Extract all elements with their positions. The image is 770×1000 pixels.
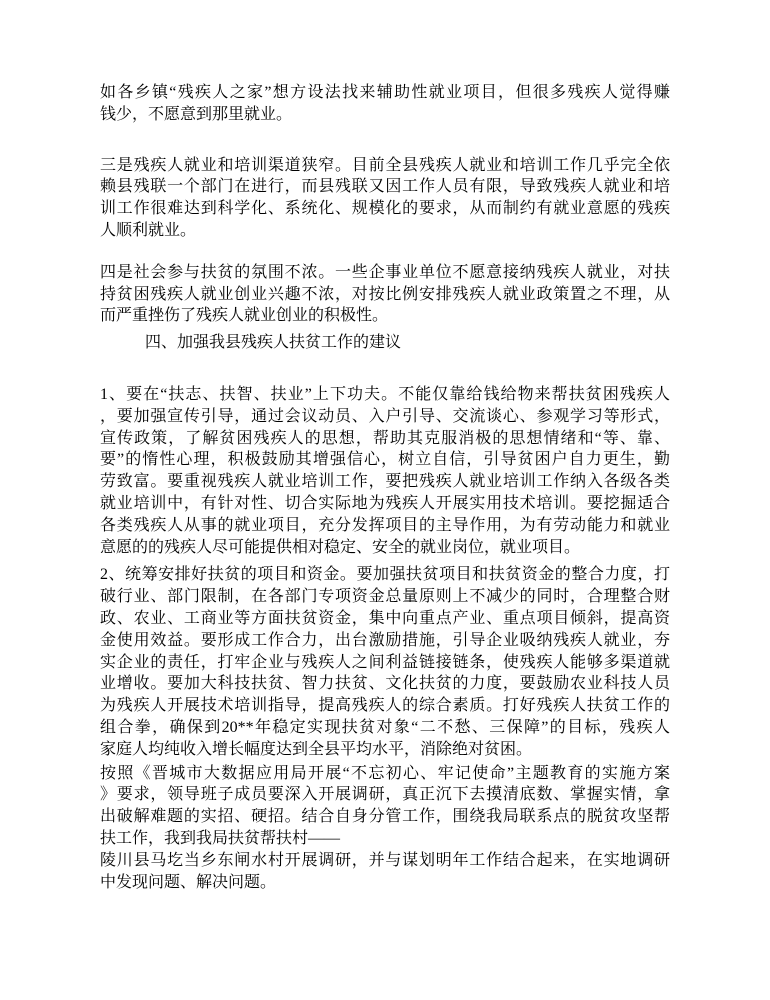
para-three-narrow-channels: [100, 155, 670, 242]
text-line: ，要加强宣传引导，通过会议动员、入户引导、交流谈心、参观学习等形式，: [100, 407, 670, 425]
text-line: 三是残疾人就业和培训渠道狭窄。目前全县残疾人就业和培训工作几乎完全依: [100, 156, 670, 174]
text-line: 破行业、部门限制，在各部门专项资金总量原则上不减少的同时，合理整合财: [100, 588, 670, 606]
text-line: 1、要在“扶志、扶智、扶业”上下功夫。不能仅靠给钱给物来帮扶贫困残疾人: [100, 385, 670, 403]
text-line: 持贫困残疾人就业创业兴趣不浓，对按比例安排残疾人就业政策置之不理，从: [100, 285, 670, 303]
text-line: 要”的惰性心理，积极鼓励其增强信心，树立自信，引导贫困户自力更生，勤: [100, 451, 670, 469]
text-line: 政、农业、工商业等方面扶贫资金，集中向重点产业、重点项目倾斜，提高资: [100, 609, 670, 627]
text-line: 训工作很难达到科学化、系统化、规模化的要求，从而制约有就业意愿的残疾: [100, 200, 670, 218]
text-line: 四、加强我县残疾人扶贫工作的建议: [145, 334, 402, 352]
text-line: 各类残疾人从事的就业项目，充分发挥项目的主导作用，为有劳动能力和就业: [100, 516, 670, 534]
text-line: 四是社会参与扶贫的氛围不浓。一些企事业单位不愿意接纳残疾人就业，对扶: [100, 263, 670, 281]
text-line: 人顺利就业。: [100, 221, 197, 239]
para-suggestion-1: [100, 384, 670, 558]
document-body: [100, 82, 670, 893]
text-line: 陵川县马圪当乡东闸水村开展调研，并与谋划明年工作结合起来，在实地调研: [100, 851, 670, 869]
text-line: 而严重挫伤了残疾人就业创业的积极性。: [100, 307, 389, 325]
text-line: 意愿的的残疾人尽可能提供相对稳定、安全的就业岗位，就业项目。: [100, 538, 581, 556]
text-line: 赖县残联一个部门在进行，而县残联又因工作人员有限，导致残疾人就业和培: [100, 178, 670, 196]
text-line: 如各乡镇“残疾人之家”想方设法找来辅助性就业项目，但很多残疾人觉得赚: [100, 84, 670, 101]
para-research-intro: [100, 763, 670, 850]
text-line: 组合拳，确保到20**年稳定实现扶贫对象“二不愁、三保障”的目标，残疾人: [100, 718, 670, 736]
heading-suggestions: [100, 332, 670, 354]
text-line: 钱少，不愿意到那里就业。: [100, 105, 293, 123]
para-research-village: [100, 850, 670, 894]
text-line: 为残疾人开展技术培训指导，提高残疾人的综合素质。打好残疾人扶贫工作的: [100, 697, 670, 715]
text-line: 2、统筹安排好扶贫的项目和资金。要加强扶贫项目和扶贫资金的整合力度，打: [100, 566, 670, 584]
para-auxiliary-employment: [100, 82, 670, 126]
text-line: 业增收。要加大科技扶贫、智力扶贫、文化扶贫的力度，要鼓励农业科技人员: [100, 675, 670, 693]
text-line: 按照《晋城市大数据应用局开展“不忘初心、牢记使命”主题教育的实施方案: [100, 764, 670, 782]
text-line: 实企业的责任，打牢企业与残疾人之间利益链接链条，使残疾人能够多渠道就: [100, 653, 670, 671]
text-line: 就业培训中，有针对性、切合实际地为残疾人开展实用技术培训。要挖掘适合: [100, 494, 670, 512]
text-line: 中发现问题、解决问题。: [100, 873, 277, 891]
text-line: 出破解难题的实招、硬招。结合自身分管工作，围绕我局联系点的脱贫攻坚帮: [100, 808, 670, 826]
text-line: 金使用效益。要形成工作合力，出台激励措施，引导企业吸纳残疾人就业，夯: [100, 631, 670, 649]
para-four-weak-atmosphere: [100, 262, 670, 327]
text-line: 宣传政策，了解贫困残疾人的思想，帮助其克服消极的思想情绪和“等、靠、: [100, 429, 670, 447]
text-line: 扶工作，我到我局扶贫帮扶村——: [100, 829, 341, 847]
text-line: 劳致富。要重视残疾人就业培训工作，要把残疾人就业培训工作纳入各级各类: [100, 473, 670, 491]
text-line: 》要求，领导班子成员要深入开展调研，真正沉下去摸清底数、掌握实情，拿: [100, 786, 670, 804]
text-line: 家庭人均纯收入增长幅度达到全县平均水平，消除绝对贫困。: [100, 740, 533, 758]
para-suggestion-2: [100, 564, 670, 760]
